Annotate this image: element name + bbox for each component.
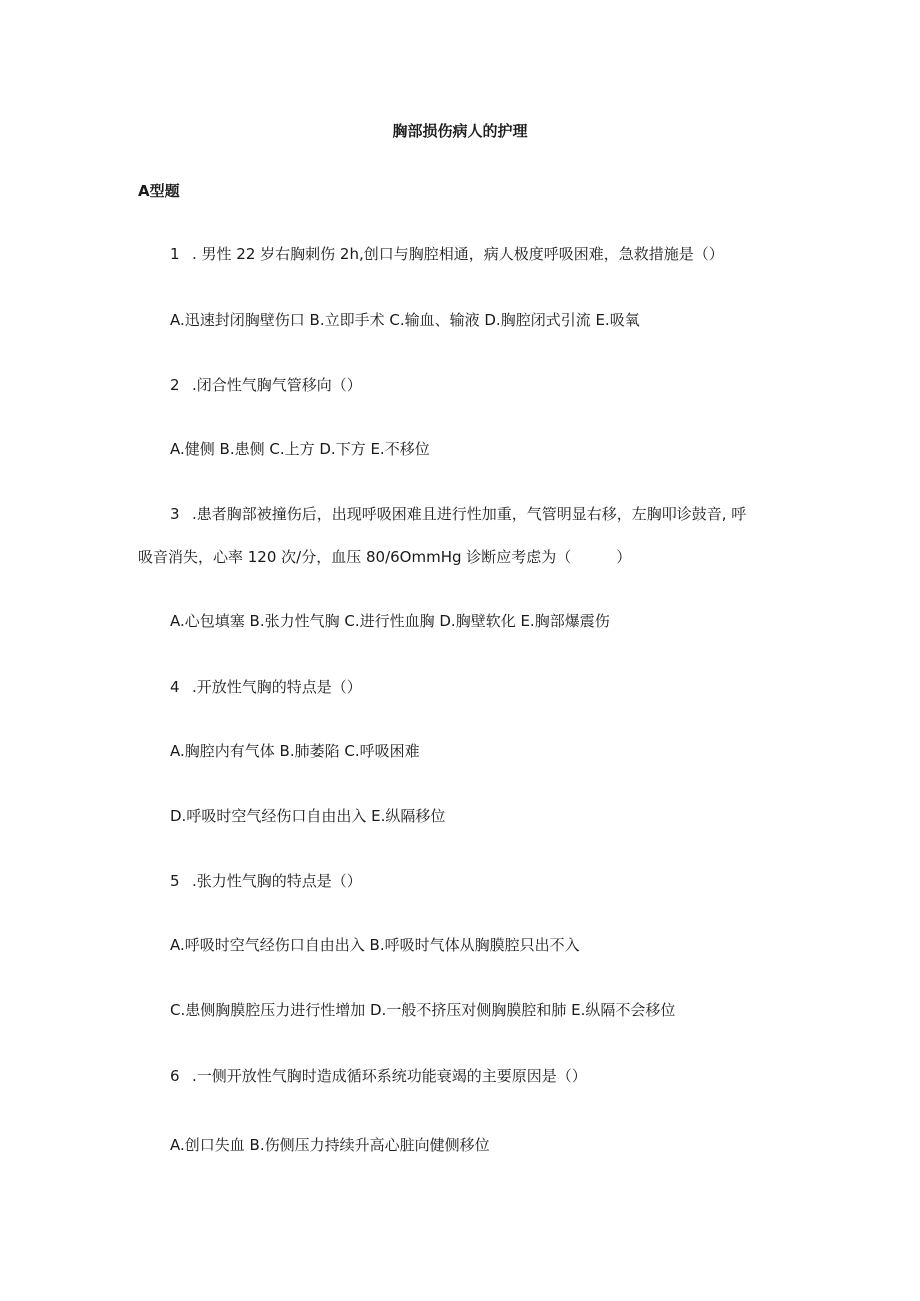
question-4 [170,677,362,697]
question-5 [170,871,362,891]
question-stem: .张力性气胸的特点是（） [192,872,362,890]
question-number: 4 [170,678,180,696]
question-stem: .闭合性气胸气管移向（） [192,376,362,394]
question-number: 5 [170,872,180,890]
question-stem: . 男性 22 岁右胸刺伤 2h,创口与胸腔相通，病人极度呼吸困难，急救措施是（） [192,245,724,263]
question-4-options-line-2: D.呼吸时空气经伤口自由出入 E.纵隔移位 [170,807,446,825]
question-6 [170,1066,587,1086]
question-stem: .开放性气胸的特点是（） [192,678,362,696]
question-2-options: A.健侧 B.患侧 C.上方 D.下方 E.不移位 [170,440,430,458]
question-number: 2 [170,376,180,394]
question-3 [170,504,746,524]
document-title: 胸部损伤病人的护理 [392,122,528,140]
question-number: 3 [170,505,180,523]
question-stem: .一侧开放性气胸时造成循环系统功能衰竭的主要原因是（） [192,1067,587,1085]
question-6-options: A.创口失血 B.伤侧压力持续升高心脏向健侧移位 [170,1136,490,1154]
question-number: 6 [170,1067,180,1085]
question-stem: .患者胸部被撞伤后，出现呼吸困难且进行性加重，气管明显右移，左胸叩诊鼓音, 呼 [192,505,747,523]
question-5-options-line-1: A.呼吸时空气经伤口自由出入 B.呼吸时气体从胸膜腔只出不入 [170,936,580,954]
question-5-options-line-2: C.患侧胸膜腔压力进行性增加 D.一般不挤压对侧胸膜腔和肺 E.纵隔不会移位 [170,1001,676,1019]
question-number: 1 [170,245,180,263]
question-2 [170,375,362,395]
section-heading: A型题 [138,182,180,200]
question-4-options-line-1: A.胸腔内有气体 B.肺萎陷 C.呼吸困难 [170,742,420,760]
question-1-options: A.迅速封闭胸壁伤口 B.立即手术 C.输血、输液 D.胸腔闭式引流 E.吸氧 [170,311,640,329]
question-3-options: A.心包填塞 B.张力性气胸 C.进行性血胸 D.胸壁软化 E.胸部爆震伤 [170,612,610,630]
question-1 [170,244,724,264]
question-3-stem-continued: 吸音消失，心率 120 次/分，血压 80/6OmmHg 诊断应考虑为（ ） [138,548,632,566]
